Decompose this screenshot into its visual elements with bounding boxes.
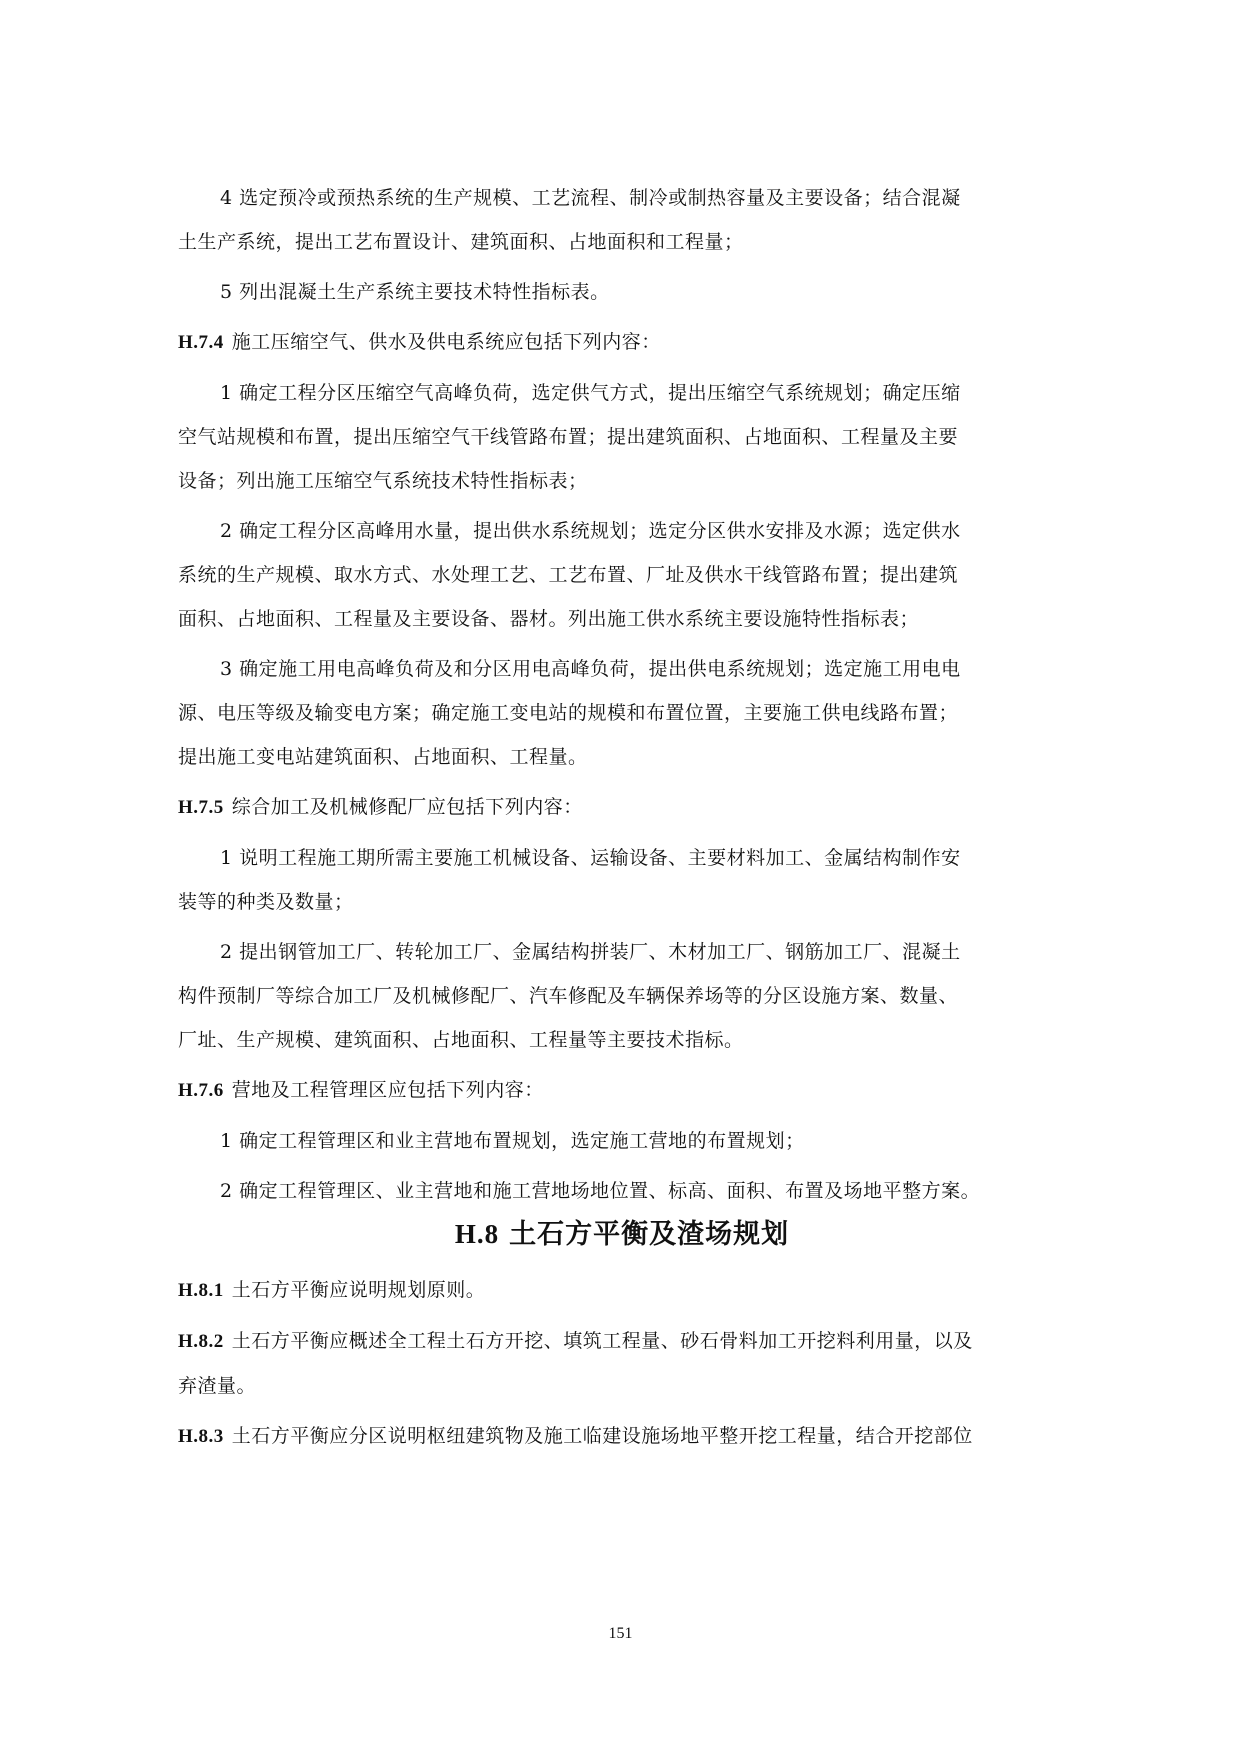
text-line: 面积、占地面积、工程量及主要设备、器材。列出施工供水系统主要设施特性指标表； (178, 608, 920, 630)
text-line: 土石方平衡应说明规划原则。 (231, 1279, 486, 1301)
list-item (178, 280, 1066, 304)
text-line: 1 确定工程分区压缩空气高峰负荷，选定供气方式，提出压缩空气系统规划；确定压缩 (220, 382, 961, 404)
text-line: 2 提出钢管加工厂、转轮加工厂、金属结构拼装厂、木材加工厂、钢筋加工厂、混凝土 (220, 941, 961, 963)
page-number: 151 (608, 1625, 633, 1642)
text-line: 构件预制厂等综合加工厂及机械修配厂、汽车修配及车辆保养场等的分区设施方案、数量、 (178, 985, 959, 1007)
section-number: H.8 (454, 1219, 500, 1249)
list-item (178, 940, 1066, 1052)
list-item (178, 1129, 1066, 1153)
section-heading (178, 1217, 1066, 1252)
text-line: 提出施工变电站建筑面积、占地面积、工程量。 (178, 746, 588, 768)
list-item (178, 657, 1066, 769)
list-item (178, 1179, 1066, 1203)
clause-number: H.7.4 (178, 332, 224, 353)
clause-number: H.8.2 (178, 1331, 224, 1352)
page-body (178, 186, 1066, 1449)
text-line: 土生产系统，提出工艺布置设计、建筑面积、占地面积和工程量； (178, 231, 744, 253)
clause-number: H.8.3 (178, 1426, 224, 1447)
text-line: 源、电压等级及输变电方案；确定施工变电站的规模和布置位置，主要施工供电线路布置； (178, 702, 959, 724)
text-line: 2 确定工程分区高峰用水量，提出供水系统规划；选定分区供水安排及水源；选定供水 (220, 520, 961, 542)
text-line: 厂址、生产规模、建筑面积、占地面积、工程量等主要技术指标。 (178, 1029, 744, 1051)
list-item (178, 186, 1066, 254)
text-line: 3 确定施工用电高峰负荷及和分区用电高峰负荷，提出供电系统规划；选定施工用电电 (220, 658, 961, 680)
clause-paragraph (178, 1278, 1066, 1303)
clause-paragraph (178, 1078, 1066, 1103)
section-title-text: 土石方平衡及渣场规划 (509, 1219, 790, 1250)
text-line: 1 确定工程管理区和业主营地布置规划，选定施工营地的布置规划； (220, 1130, 805, 1152)
text-line: 综合加工及机械修配厂应包括下列内容： (231, 796, 583, 818)
text-line: 土石方平衡应分区说明枢纽建筑物及施工临建设施场地平整开挖工程量，结合开挖部位 (231, 1425, 973, 1447)
clause-paragraph (178, 795, 1066, 820)
text-line: 2 确定工程管理区、业主营地和施工营地场地位置、标高、面积、布置及场地平整方案。 (220, 1180, 981, 1202)
clause-paragraph (178, 1329, 1066, 1398)
clause-number: H.8.1 (178, 1280, 224, 1301)
clause-paragraph (178, 1424, 1066, 1449)
list-item (178, 846, 1066, 914)
text-line: 营地及工程管理区应包括下列内容： (231, 1079, 544, 1101)
text-line: 1 说明工程施工期所需主要施工机械设备、运输设备、主要材料加工、金属结构制作安 (220, 847, 961, 869)
text-line: 弃渣量。 (178, 1375, 257, 1397)
text-line: 系统的生产规模、取水方式、水处理工艺、工艺布置、厂址及供水干线管路布置；提出建筑 (178, 564, 959, 586)
text-line: 4 选定预冷或预热系统的生产规模、工艺流程、制冷或制热容量及主要设备；结合混凝 (220, 187, 961, 209)
text-line: 施工压缩空气、供水及供电系统应包括下列内容： (231, 331, 661, 353)
text-line: 装等的种类及数量； (178, 891, 354, 913)
clause-number: H.7.5 (178, 797, 224, 818)
text-line: 空气站规模和布置，提出压缩空气干线管路布置；提出建筑面积、占地面积、工程量及主要 (178, 426, 959, 448)
clause-number: H.7.6 (178, 1080, 224, 1101)
list-item (178, 519, 1066, 631)
clause-paragraph (178, 330, 1066, 355)
text-line: 土石方平衡应概述全工程土石方开挖、填筑工程量、砂石骨料加工开挖料利用量，以及 (231, 1330, 973, 1352)
list-item (178, 381, 1066, 493)
text-line: 5 列出混凝土生产系统主要技术特性指标表。 (220, 281, 610, 303)
text-line: 设备；列出施工压缩空气系统技术特性指标表； (178, 470, 588, 492)
